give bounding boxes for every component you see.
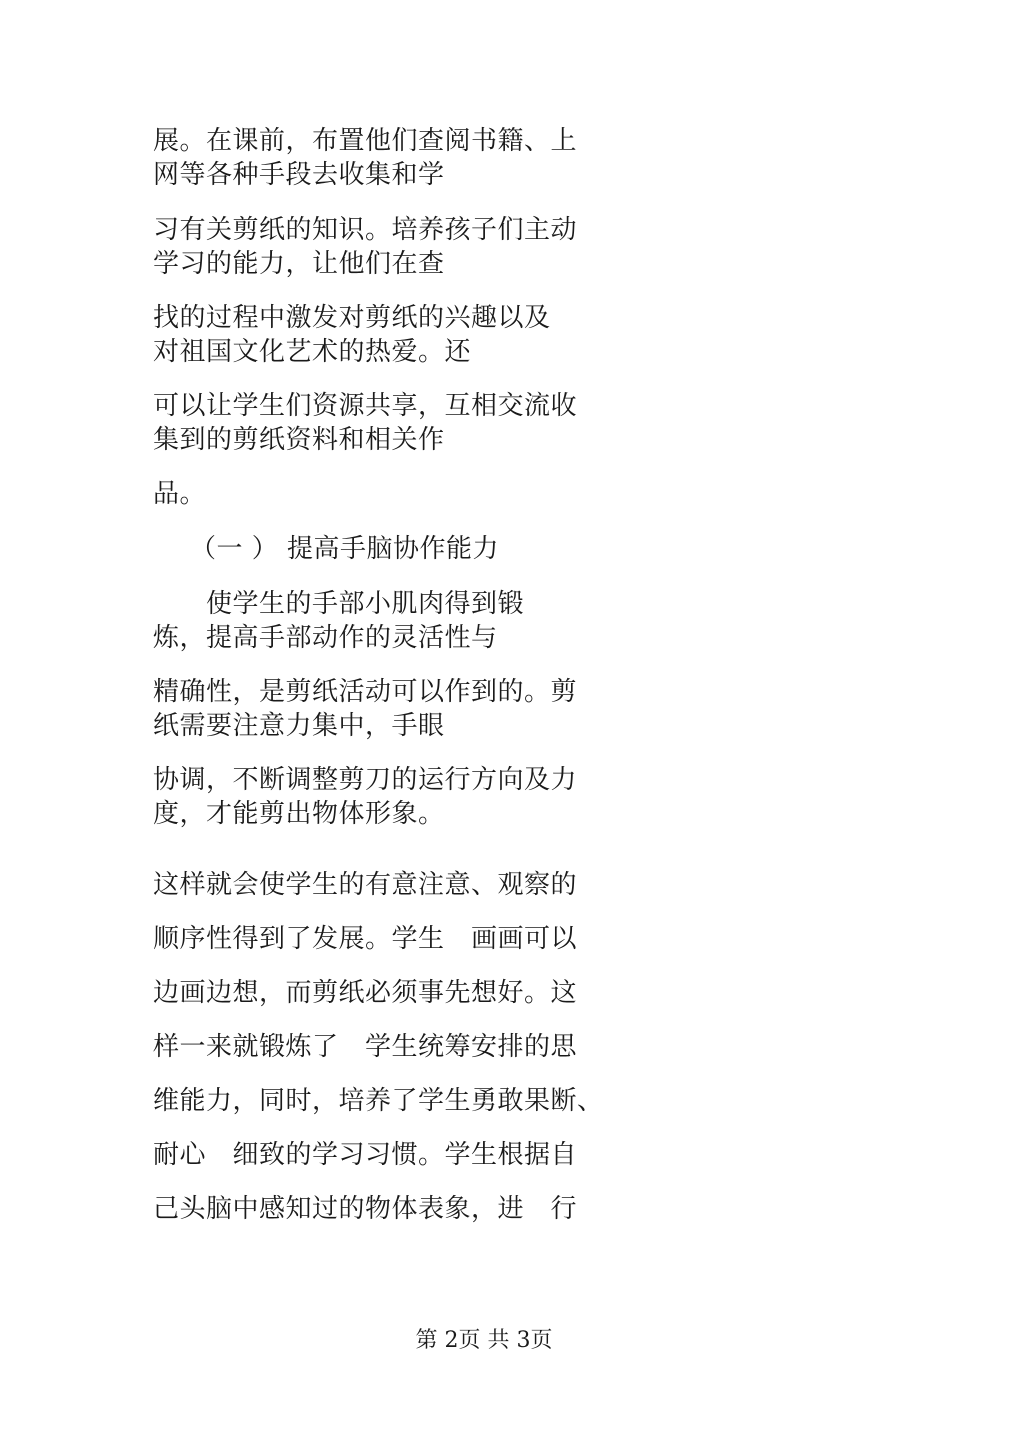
- text-line: 对祖国文化艺术的热爱。还: [153, 337, 472, 367]
- text-line: 使学生的手部小肌肉得到锻: [206, 589, 525, 619]
- text-line: 炼，提高手部动作的灵活性与: [153, 623, 498, 653]
- text-line: 顺序性得到了发展。学生 画画可以: [153, 924, 578, 954]
- page-number-footer: 第 2页 共 3页: [415, 1328, 553, 1353]
- text-line: 度，才能剪出物体形象。: [153, 799, 445, 829]
- text-line: 网等各种手段去收集和学: [153, 160, 445, 190]
- text-line: 这样就会使学生的有意注意、观察的: [153, 870, 578, 900]
- text-line: 找的过程中激发对剪纸的兴趣以及: [153, 303, 551, 333]
- text-line: 可以让学生们资源共享，互相交流收: [153, 391, 578, 421]
- text-line: 协调，不断调整剪刀的运行方向及力: [153, 765, 578, 795]
- text-line: 耐心 细致的学习习惯。学生根据自: [153, 1140, 578, 1170]
- text-line: 集到的剪纸资料和相关作: [153, 425, 445, 455]
- text-line: 精确性，是剪纸活动可以作到的。剪: [153, 677, 578, 707]
- text-line: 样一来就锻炼了 学生统筹安排的思: [153, 1032, 578, 1062]
- text-line: 己头脑中感知过的物体表象，进 行: [153, 1194, 578, 1224]
- text-line: 习有关剪纸的知识。培养孩子们主动: [153, 215, 578, 245]
- section-heading: （一 ） 提高手脑协作能力: [190, 534, 500, 564]
- text-line: 品。: [153, 479, 207, 509]
- text-line: 维能力，同时，培养了学生勇敢果断、: [153, 1086, 604, 1116]
- text-line: 纸需要注意力集中，手眼: [153, 711, 445, 741]
- text-line: 学习的能力，让他们在查: [153, 249, 445, 279]
- text-line: 展。在课前，布置他们查阅书籍、上: [153, 126, 578, 156]
- text-line: 边画边想，而剪纸必须事先想好。这: [153, 978, 578, 1008]
